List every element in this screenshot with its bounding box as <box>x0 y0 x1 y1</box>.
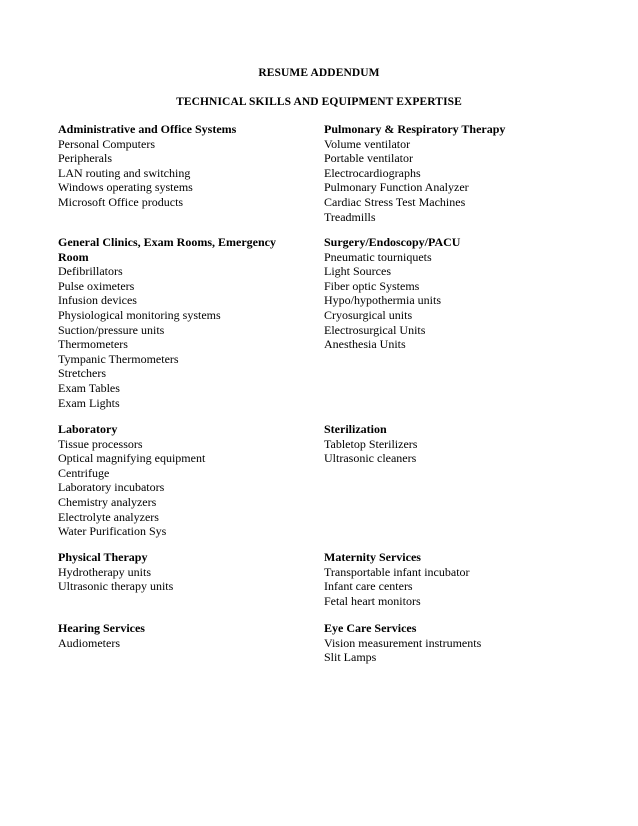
section-heading-line-2: Room <box>58 249 89 264</box>
equipment-item: Physiological monitoring systems <box>58 307 221 322</box>
section-heading: Eye Care Services <box>324 621 417 635</box>
equipment-item: Hydrotherapy units <box>58 564 151 579</box>
equipment-item: Tabletop Sterilizers <box>324 436 418 451</box>
section-hearing-services <box>58 621 298 650</box>
equipment-item: Fiber optic Systems <box>324 278 420 293</box>
section-surgery-endoscopy <box>324 235 624 352</box>
equipment-item: Thermometers <box>58 337 128 352</box>
equipment-item: LAN routing and switching <box>58 165 191 180</box>
equipment-item: Suction/pressure units <box>58 322 165 337</box>
equipment-list <box>58 437 298 539</box>
equipment-item: Treadmills <box>324 209 376 224</box>
equipment-item: Light Sources <box>324 264 391 279</box>
equipment-item: Peripherals <box>58 151 112 166</box>
equipment-item: Infant care centers <box>324 579 413 594</box>
equipment-item: Microsoft Office products <box>58 194 184 209</box>
section-sterilization <box>324 422 624 466</box>
equipment-item: Hypo/hypothermia units <box>324 293 441 308</box>
equipment-item: Tissue processors <box>58 436 143 451</box>
equipment-item: Fetal heart monitors <box>324 593 421 608</box>
equipment-item: Pulmonary Function Analyzer <box>324 180 469 195</box>
equipment-item: Ultrasonic cleaners <box>324 451 417 466</box>
equipment-item: Stretchers <box>58 366 106 381</box>
section-heading: Hearing Services <box>58 621 145 635</box>
equipment-item: Chemistry analyzers <box>58 494 157 509</box>
equipment-item: Windows operating systems <box>58 180 193 195</box>
equipment-list <box>58 264 298 410</box>
equipment-item: Volume ventilator <box>324 136 411 151</box>
section-administrative-office <box>58 122 298 210</box>
equipment-item: Pneumatic tourniquets <box>324 249 432 264</box>
section-heading: Surgery/Endoscopy/PACU <box>324 235 461 249</box>
section-general-clinics <box>58 235 298 410</box>
section-heading: Maternity Services <box>324 550 421 564</box>
equipment-item: Cardiac Stress Test Machines <box>324 194 466 209</box>
equipment-item: Water Purification Sys <box>58 524 167 539</box>
section-heading: Pulmonary & Respiratory Therapy <box>324 122 506 136</box>
section-heading-line-1: General Clinics, Exam Rooms, Emergency <box>58 235 276 249</box>
equipment-item: Exam Lights <box>58 395 120 410</box>
equipment-item: Exam Tables <box>58 380 120 395</box>
equipment-list <box>324 636 624 665</box>
equipment-item: Infusion devices <box>58 293 137 308</box>
document-subtitle: TECHNICAL SKILLS AND EQUIPMENT EXPERTISE <box>176 96 462 108</box>
equipment-list <box>324 565 624 609</box>
equipment-item: Cryosurgical units <box>324 307 413 322</box>
section-heading: Laboratory <box>58 422 118 436</box>
equipment-item: Laboratory incubators <box>58 480 165 495</box>
document-title: RESUME ADDENDUM <box>258 67 380 79</box>
equipment-item: Audiometers <box>58 635 120 650</box>
section-eye-care-services <box>324 621 624 665</box>
section-maternity-services <box>324 550 624 608</box>
section-heading: Sterilization <box>324 422 387 436</box>
section-heading: Administrative and Office Systems <box>58 122 237 136</box>
equipment-item: Vision measurement instruments <box>324 635 482 650</box>
equipment-item: Ultrasonic therapy units <box>58 579 174 594</box>
equipment-list <box>58 636 298 651</box>
equipment-item: Electrolyte analyzers <box>58 509 159 524</box>
section-physical-therapy <box>58 550 298 594</box>
equipment-item: Optical magnifying equipment <box>58 451 206 466</box>
equipment-item: Anesthesia Units <box>324 337 406 352</box>
equipment-item: Tympanic Thermometers <box>58 351 179 366</box>
equipment-list <box>324 437 624 466</box>
equipment-list <box>324 250 624 352</box>
section-heading: Physical Therapy <box>58 550 148 564</box>
equipment-item: Defibrillators <box>58 264 123 279</box>
equipment-item: Centrifuge <box>58 465 110 480</box>
equipment-item: Electrocardiographs <box>324 165 421 180</box>
equipment-item: Pulse oximeters <box>58 278 135 293</box>
section-laboratory <box>58 422 298 539</box>
equipment-item: Transportable infant incubator <box>324 564 470 579</box>
section-pulmonary-respiratory <box>324 122 624 224</box>
equipment-item: Electrosurgical Units <box>324 322 426 337</box>
equipment-list <box>324 137 624 225</box>
equipment-list <box>58 565 298 594</box>
equipment-item: Portable ventilator <box>324 151 413 166</box>
equipment-list <box>58 137 298 210</box>
equipment-item: Slit Lamps <box>324 650 377 665</box>
equipment-item: Personal Computers <box>58 136 155 151</box>
